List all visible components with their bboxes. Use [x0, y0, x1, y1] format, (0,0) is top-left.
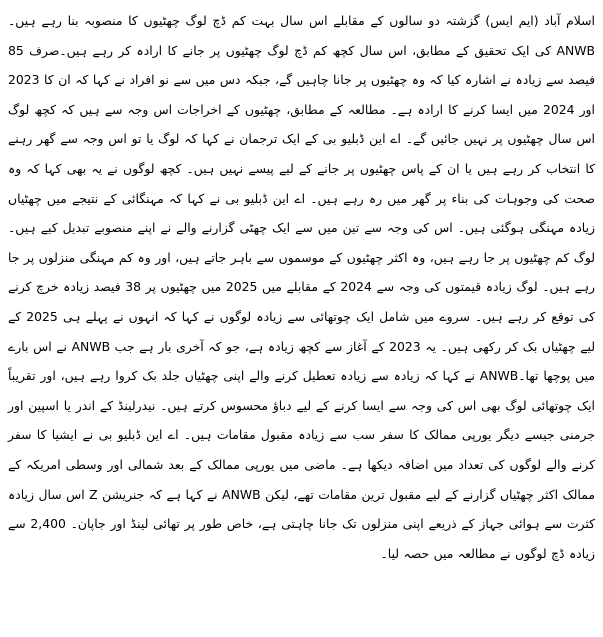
article-body: اسلام آباد (ایم ایس) گزشتہ دو سالوں کے مقابلے اس سال بہت کم ڈچ لوگ چھٹیوں کا منصوبہ بنا رہے ہیں۔ANWB کی ایک تحقیق کے مطابق، اس سال کچھ کم ڈچ لوگ چھٹیوں پر جانے کا ارادہ کر رہے ہیں۔صرف 85 فیصد سے زیادہ نے اشارہ کیا کہ وہ چھٹیوں پر جانا چاہیں گے، جبکہ دس میں سے نو افراد نے کہا کہ ان کا 2023 اور 2024 میں ایسا کرنے کا ارادہ ہے۔ مطالعہ کے مطابق، چھٹیوں کے اخراجات اس وجہ سے ہیں کہ کچھ لوگ اس سال چھٹیوں پر نہیں جائیں گے۔ اے این ڈبلیو بی کے ایک ترجمان نے کہا کہ لوگ یا تو اس وجہ سے گھر رہنے کا انتخاب کر رہے ہیں یا ان کے پاس چھٹیوں پر جانے کے لیے پیسے نہیں ہیں۔ کچھ لوگوں نے یہ بھی کہا کہ وہ صحت کی وجوہات کی بناء پر گھر میں رہ رہے ہیں۔ اے این ڈبلیو بی نے کہا کہ مہنگائی کے نتیجے میں چھٹیاں زیادہ مہنگی ہوگئی ہیں۔ اس کی وجہ سے تین میں سے ایک چھٹی گزارنے والے نے اپنے منصوبے تبدیل کیے ہیں۔ لوگ کم چھٹیوں پر جا رہے ہیں، وہ اکثر چھٹیوں کے موسموں سے باہر جاتے ہیں، اور وہ کم مہنگی منزلوں پر جا رہے ہیں۔ لوگ زیادہ قیمتوں کی وجہ سے 2024 کے مقابلے میں 2025 میں چھٹیوں پر 38 فیصد زیادہ خرچ کرنے کی توقع کر رہے ہیں۔ سروے میں شامل ایک چوتھائی سے زیادہ لوگوں نے کہا کہ انہوں نے پہلے ہی 2025 کے لیے چھٹیاں بک کر رکھی ہیں۔ یہ 2023 کے آغاز سے کچھ زیادہ ہے، جو کہ آخری بار ہے جب ANWB نے اس بارے میں پوچھا تھا۔ANWB نے کہا کہ زیادہ سے زیادہ تعطیل کرنے والے اپنی چھٹیاں جلد بک کروا رہے ہیں، اور تقریباً ایک چوتھائی لوگ بھی اس کی وجہ سے ایسا کرنے کے لیے دباؤ محسوس کرتے ہیں۔ نیدرلینڈ کے اندر یا اسپین اور جرمنی جیسے دیگر یورپی ممالک کا سفر سب سے زیادہ مقبول مقامات ہیں۔ اے این ڈبلیو بی نے ایشیا کا سفر کرنے والے لوگوں کی تعداد میں اضافہ دیکھا ہے۔ ماضی میں یورپی ممالک کے بعد شمالی اور وسطی امریکہ کے ممالک اکثر چھٹیاں گزارنے کے لیے مقبول ترین مقامات تھے، لیکن ANWB نے کہا ہے کہ جنریشن Z اس سال زیادہ کثرت سے ہوائی جہاز کے ذریعے اپنی منزلوں تک جانا چاہتی ہے، خاص طور پر تھائی لینڈ اور جاپان۔ 2,400 سے زیادہ ڈچ لوگوں نے مطالعہ میں حصہ لیا۔ [8, 13, 596, 561]
